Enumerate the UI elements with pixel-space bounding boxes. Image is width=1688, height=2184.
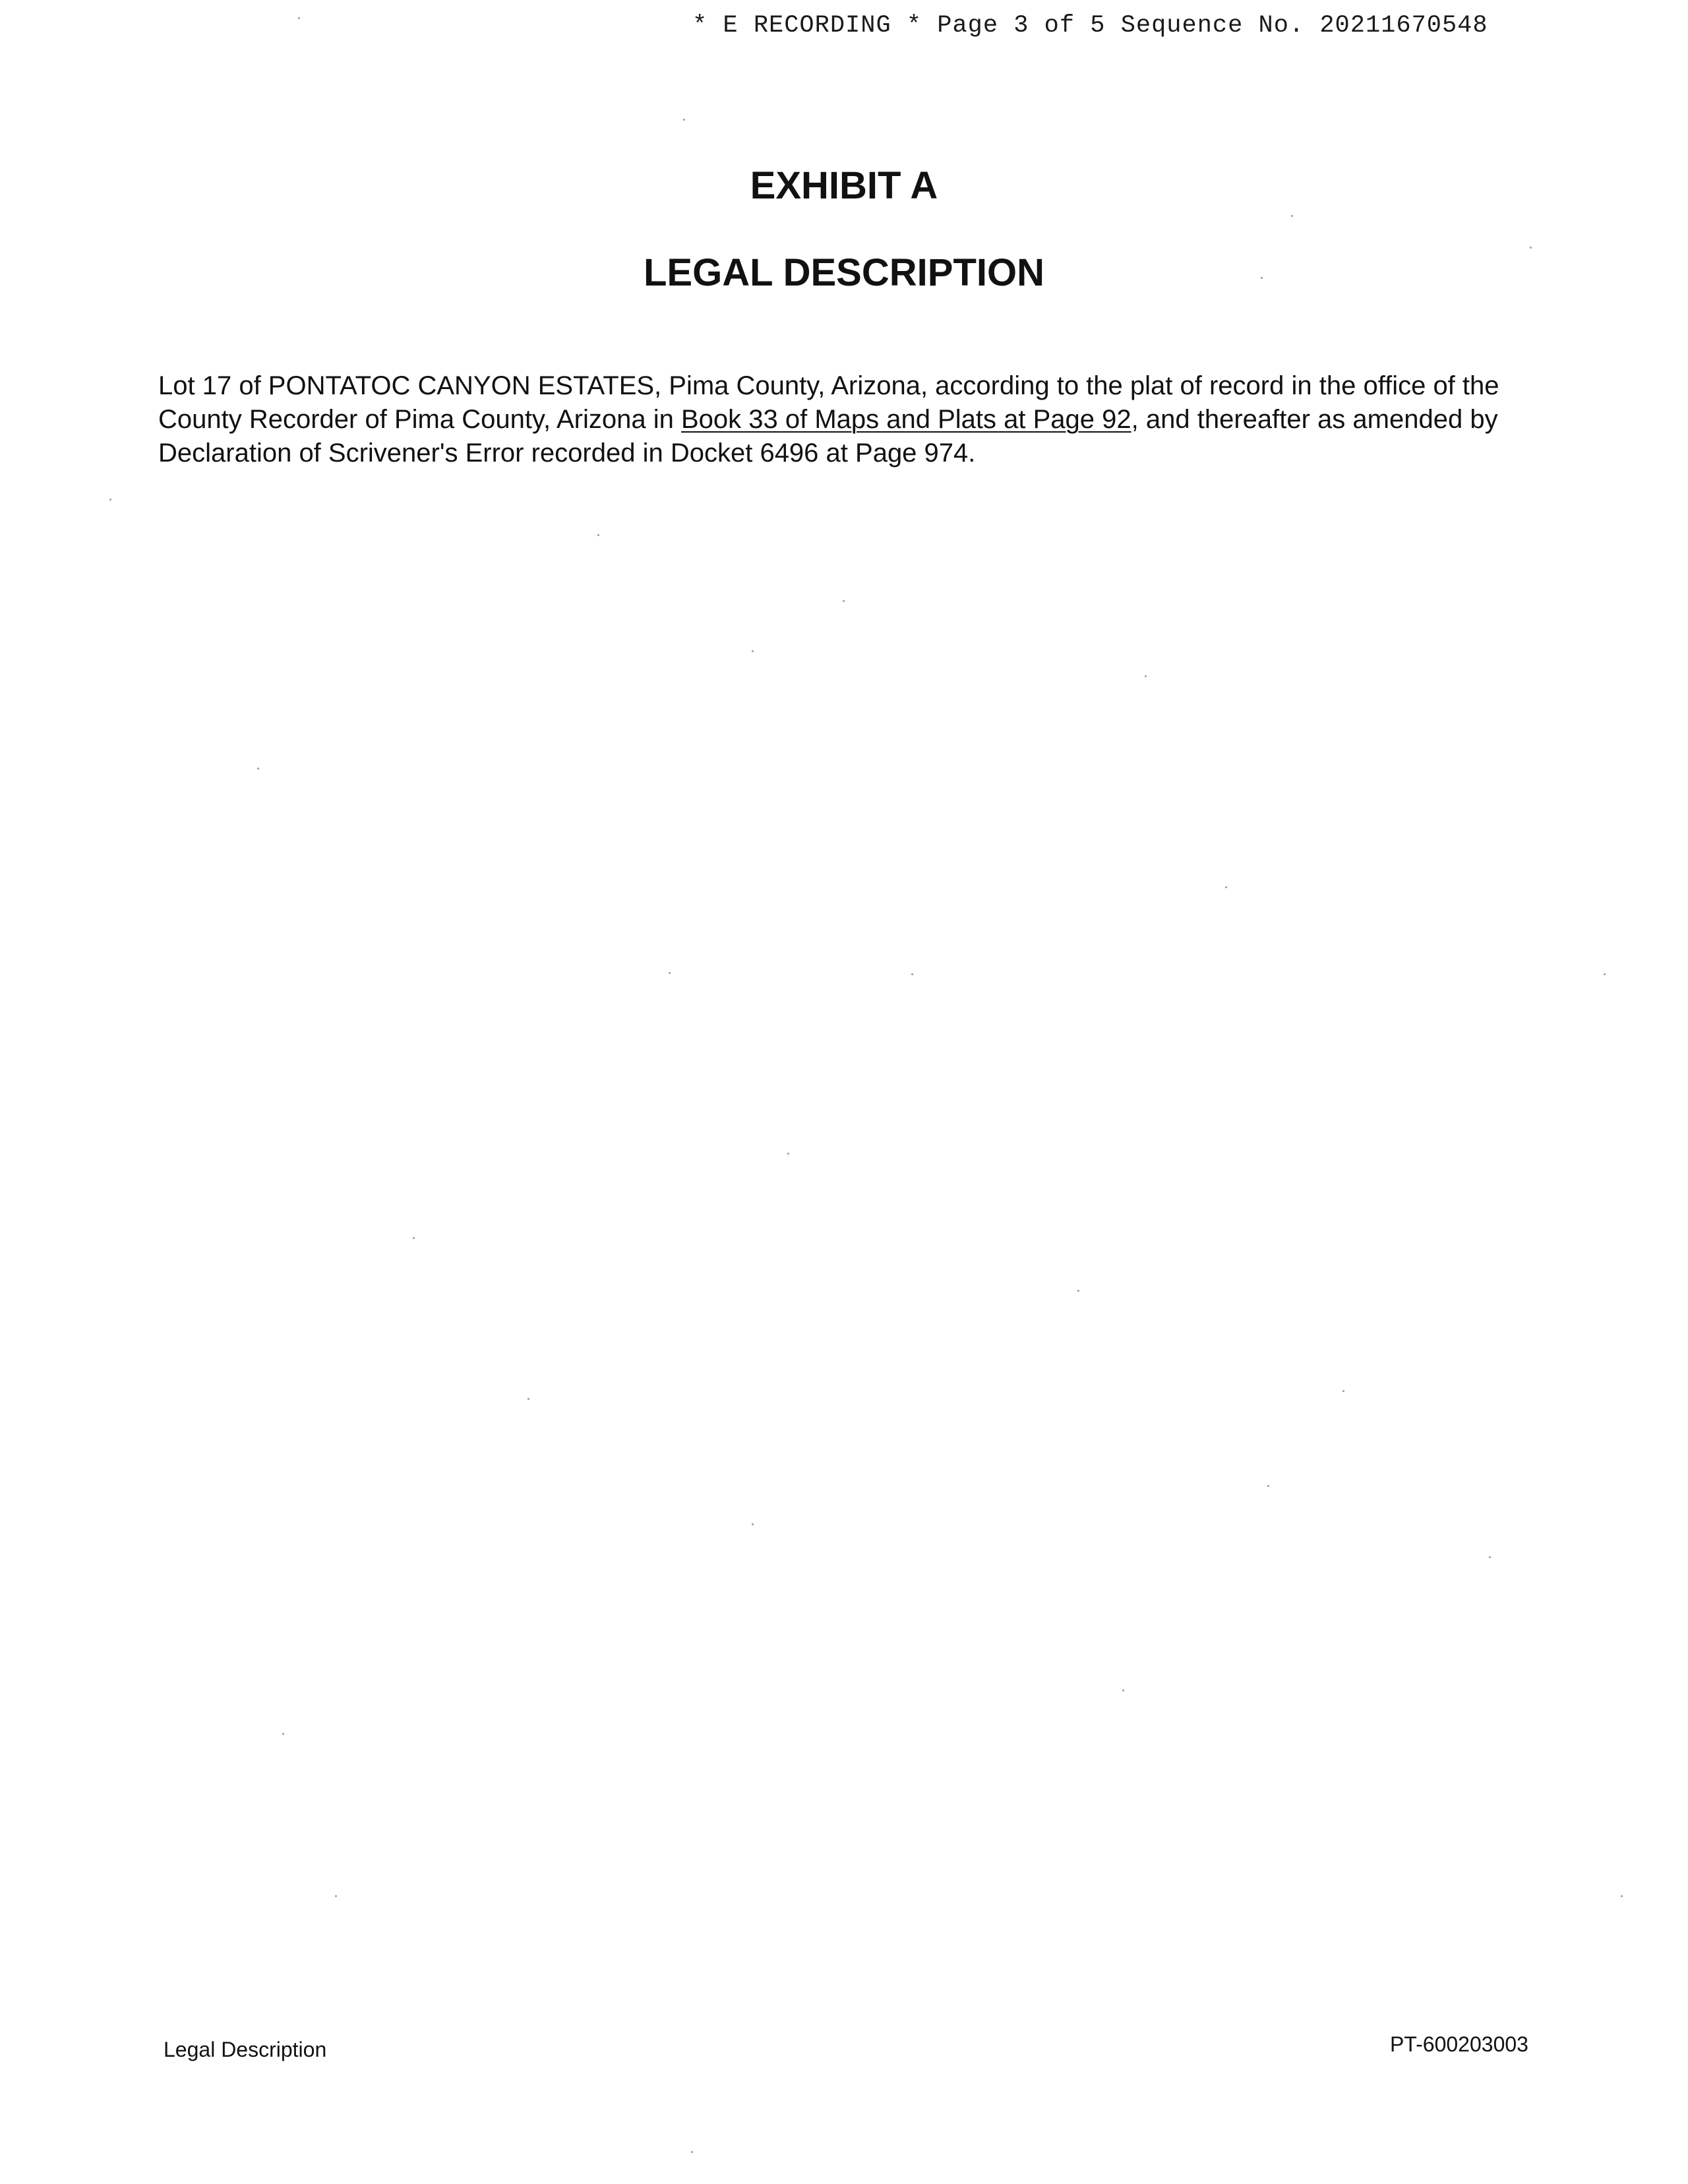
scan-speck — [109, 499, 111, 501]
scan-speck — [911, 973, 913, 975]
scan-speck — [597, 534, 599, 536]
legal-description-paragraph — [158, 369, 1536, 470]
footer-document-code: PT-600203003 — [1390, 2032, 1528, 2056]
scan-speck — [413, 1237, 415, 1239]
scan-speck — [1621, 1895, 1623, 1897]
scan-speck — [1261, 277, 1263, 279]
scan-speck — [752, 650, 754, 652]
scan-speck — [1291, 215, 1293, 217]
scan-speck — [1530, 247, 1532, 249]
plat-book-reference: Book 33 of Maps and Plats at Page 92 — [680, 405, 1131, 434]
recording-header: * E RECORDING * Page 3 of 5 Sequence No. 20211670548 — [692, 12, 1488, 40]
footer-legal-description-label: Legal Description — [164, 2038, 327, 2061]
scan-speck — [1267, 1485, 1269, 1487]
scan-speck — [335, 1895, 337, 1897]
scan-speck — [1077, 1290, 1079, 1292]
scan-speck — [683, 119, 685, 121]
scan-speck — [669, 972, 671, 974]
scan-speck — [528, 1398, 529, 1400]
scan-speck — [1489, 1556, 1491, 1558]
scan-speck — [843, 600, 845, 602]
scan-speck — [282, 1733, 284, 1735]
scan-speck — [752, 1523, 754, 1525]
scan-speck — [1342, 1390, 1344, 1392]
scan-speck — [1225, 886, 1227, 888]
scan-speck — [298, 17, 300, 19]
scan-speck — [257, 768, 259, 770]
legal-description-title: LEGAL DESCRIPTION — [644, 251, 1044, 294]
scan-speck — [1122, 1689, 1124, 1691]
scan-speck — [691, 2151, 693, 2153]
scan-speck — [787, 1153, 789, 1155]
legal-description-text-end: , and thereafter as amended by Declaration of Scrivener's Error recorded in Docket 6496 at Page 974. — [158, 405, 1498, 468]
scan-speck — [1145, 675, 1147, 677]
scan-speck — [1604, 973, 1606, 975]
exhibit-title: EXHIBIT A — [750, 164, 938, 207]
legal-description-text-start: Lot 17 of PONTATOC CANYON ESTATES, Pima County, Arizona, according to the plat of record in the office of the County Recorder of Pima County, Arizona in — [158, 371, 1499, 434]
